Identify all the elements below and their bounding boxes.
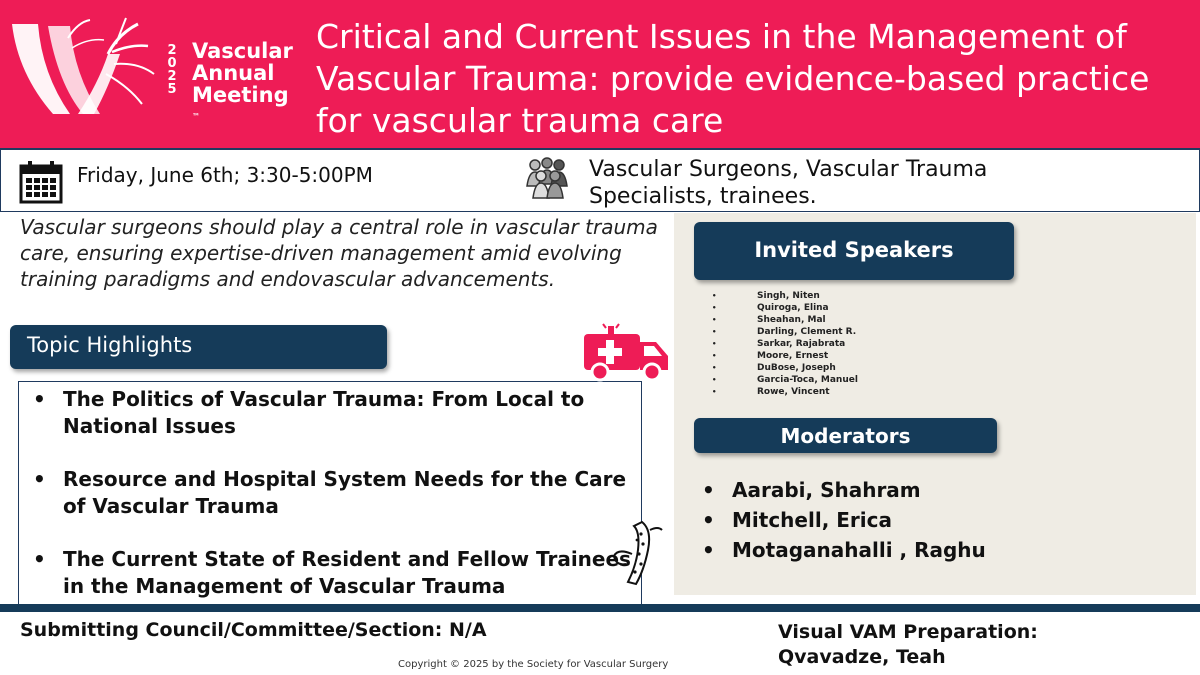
list-item: • Singh, Niten bbox=[700, 290, 1000, 302]
session-title: Critical and Current Issues in the Management of Vascular Trauma: provide evidence-based practice for vascular trauma care bbox=[316, 17, 1150, 140]
logo-wordmark: Vascular Annual Meeting ™ bbox=[192, 39, 293, 121]
list-item: • Aarabi, Shahram bbox=[700, 475, 1120, 505]
moderators-list bbox=[700, 475, 1120, 565]
topic-highlights-heading: Topic Highlights bbox=[10, 325, 387, 369]
topics-box bbox=[18, 381, 642, 607]
header-banner bbox=[0, 0, 1200, 148]
footer-divider bbox=[0, 604, 1200, 612]
list-item: • The Current State of Resident and Fellow Trainees in the Management of Vascular Trauma bbox=[19, 546, 641, 600]
speakers-list bbox=[700, 290, 1000, 398]
session-date-time: Friday, June 6th; 3:30-5:00PM bbox=[77, 163, 373, 187]
list-item: • Garcia-Toca, Manuel bbox=[700, 374, 1000, 386]
list-item: • Resource and Hospital System Needs for the Care of Vascular Trauma bbox=[19, 466, 641, 520]
list-item: • Rowe, Vincent bbox=[700, 386, 1000, 398]
list-item: • DuBose, Joseph bbox=[700, 362, 1000, 374]
moderators-heading: Moderators bbox=[694, 418, 997, 453]
list-item: • Moore, Ernest bbox=[700, 350, 1000, 362]
vam-logo-icon bbox=[8, 14, 168, 124]
preparation-label: Visual VAM Preparation: bbox=[778, 621, 1038, 643]
preparation-name: Qvavadze, Teah bbox=[778, 646, 946, 668]
info-row bbox=[0, 148, 1200, 212]
list-item: • The Politics of Vascular Trauma: From Local to National Issues bbox=[19, 386, 641, 440]
logo-year: 2 0 2 5 bbox=[167, 43, 177, 97]
list-item: • Mitchell, Erica bbox=[700, 505, 1120, 535]
topics-list bbox=[19, 386, 641, 626]
copyright-notice: Copyright © 2025 by the Society for Vascular Surgery bbox=[398, 659, 669, 670]
list-item: • Sarkar, Rajabrata bbox=[700, 338, 1000, 350]
submitting-council: Submitting Council/Committee/Section: N/A bbox=[20, 619, 487, 641]
calendar-icon bbox=[19, 160, 63, 204]
list-item: • Motaganahalli , Raghu bbox=[700, 535, 1120, 565]
list-item: • Quiroga, Elina bbox=[700, 302, 1000, 314]
list-item: • Darling, Clement R. bbox=[700, 326, 1000, 338]
target-audience: Vascular Surgeons, Vascular Trauma Specialists, trainees. bbox=[589, 157, 988, 209]
ambulance-icon bbox=[578, 318, 674, 382]
blood-vessel-icon bbox=[608, 520, 664, 586]
people-group-icon bbox=[523, 156, 571, 200]
list-item: • Sheahan, Mal bbox=[700, 314, 1000, 326]
session-intro: Vascular surgeons should play a central role in vascular trauma care, ensuring expertise-driven management amid evolving training paradigms and endovascular advancements. bbox=[20, 215, 658, 291]
invited-speakers-heading: Invited Speakers bbox=[694, 222, 1014, 280]
